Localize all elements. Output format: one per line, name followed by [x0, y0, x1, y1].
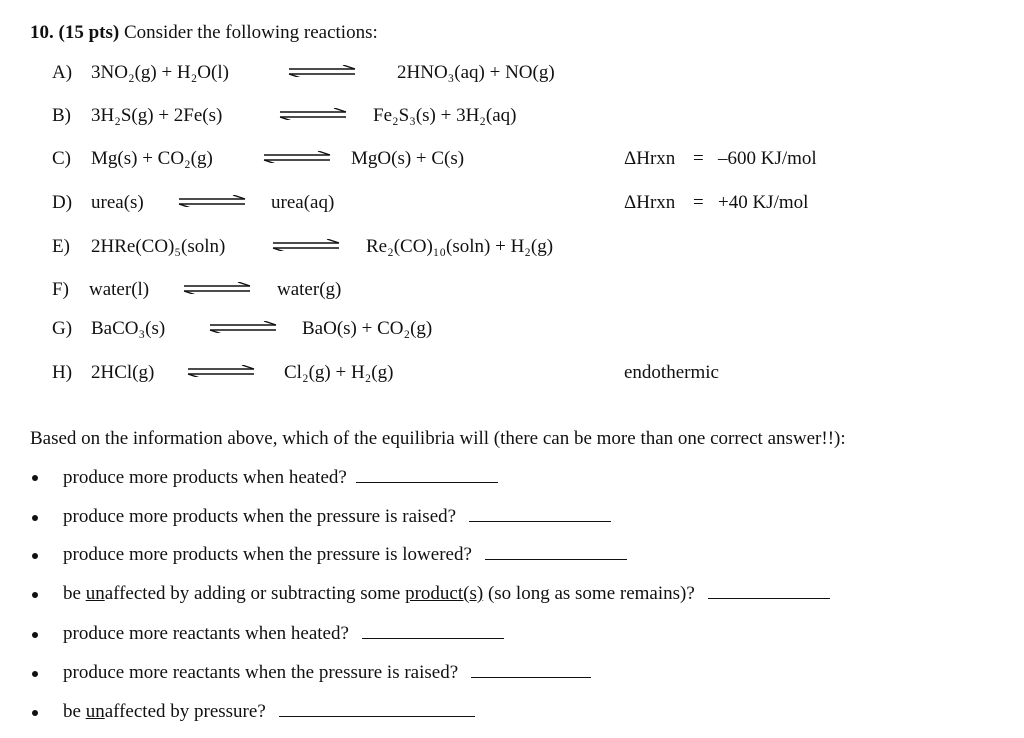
question-item	[63, 622, 504, 645]
reaction-d-label: D)	[52, 192, 73, 213]
equilibrium-arrow-icon	[287, 65, 357, 77]
reaction-e-label: E)	[52, 236, 70, 257]
reaction-g-label: G)	[52, 318, 73, 339]
reaction-a-reactants: 3NO₂(g) + H₂O(l)	[91, 62, 229, 83]
reaction-d-enthalpy-eq: =	[693, 192, 704, 213]
bullet-icon	[32, 592, 38, 598]
answer-blank[interactable]	[469, 505, 611, 522]
reaction-b-reactants: 3H₂S(g) + 2Fe(s)	[91, 105, 223, 126]
equilibrium-arrow-icon	[186, 365, 256, 377]
equilibrium-arrow-icon	[271, 239, 341, 251]
reaction-f-label: F)	[52, 279, 69, 300]
bullet-icon	[32, 671, 38, 677]
question-item	[63, 466, 498, 489]
reaction-a-label: A)	[52, 62, 73, 83]
reaction-a-products: 2HNO₃(aq) + NO(g)	[397, 62, 555, 83]
equilibrium-arrow-icon	[278, 108, 348, 120]
reaction-d-enthalpy-value: +40 KJ/mol	[718, 192, 809, 213]
question-prompt: Consider the following reactions:	[123, 22, 378, 43]
reaction-e-products: Re₂(CO)₁₀(soln) + H₂(g)	[366, 236, 554, 257]
question-title	[30, 22, 378, 44]
equilibrium-arrow-icon	[177, 195, 247, 207]
reaction-b-label: B)	[52, 105, 71, 126]
reaction-h-label: H)	[52, 362, 73, 383]
reaction-d-reactants: urea(s)	[91, 192, 144, 213]
answer-blank[interactable]	[356, 466, 498, 483]
question-item: be unaffected by pressure?	[63, 700, 475, 723]
question-item: be unaffected by adding or subtracting some product(s) (so long as some remains)?	[63, 582, 830, 605]
reaction-c-products: MgO(s) + C(s)	[351, 148, 465, 169]
reaction-c-enthalpy-value: –600 KJ/mol	[718, 148, 817, 169]
bullet-icon	[32, 710, 38, 716]
bullet-icon	[32, 475, 38, 481]
question-item	[63, 543, 627, 566]
reaction-b-products: Fe₂S₃(s) + 3H₂(aq)	[373, 105, 517, 126]
reaction-e-reactants: 2HRe(CO)₅(soln)	[91, 236, 226, 257]
reaction-h-reactants: 2HCl(g)	[91, 362, 155, 383]
answer-blank[interactable]	[279, 700, 475, 717]
bullet-icon	[32, 553, 38, 559]
reaction-f-products: water(g)	[277, 279, 342, 300]
question-number: 10.	[30, 22, 54, 43]
bullet-icon	[32, 632, 38, 638]
reaction-d-products: urea(aq)	[271, 192, 335, 213]
bullet-icon	[32, 515, 38, 521]
question-item	[63, 661, 591, 684]
answer-blank[interactable]	[485, 543, 627, 560]
reaction-h-products: Cl₂(g) + H₂(g)	[284, 362, 394, 383]
equilibrium-arrow-icon	[262, 151, 332, 163]
question-item	[63, 505, 611, 528]
reaction-c-reactants: Mg(s) + CO₂(g)	[91, 148, 213, 169]
question-item-text: produce more products when heated?	[63, 467, 347, 488]
equilibrium-arrow-icon	[182, 282, 252, 294]
answer-blank[interactable]	[362, 622, 504, 639]
equilibrium-arrow-icon	[208, 321, 278, 333]
reaction-c-enthalpy-eq: =	[693, 148, 704, 169]
reaction-g-products: BaO(s) + CO₂(g)	[302, 318, 433, 339]
question-item-text: produce more reactants when the pressure is raised?	[63, 662, 459, 683]
question-item-text: produce more products when the pressure is raised?	[63, 506, 457, 527]
question-points: (15 pts)	[58, 22, 120, 43]
reaction-d-enthalpy-label: ΔHrxn	[624, 192, 676, 213]
reaction-h-note: endothermic	[624, 362, 719, 383]
question-item-text: produce more reactants when heated?	[63, 623, 349, 644]
answer-blank[interactable]	[471, 661, 591, 678]
reaction-c-label: C)	[52, 148, 71, 169]
instruction-text: Based on the information above, which of the equilibria will (there can be more than one correct answer!!):	[30, 428, 846, 449]
reaction-f-reactants: water(l)	[89, 279, 150, 300]
reaction-g-reactants: BaCO₃(s)	[91, 318, 166, 339]
question-item-text: produce more products when the pressure is lowered?	[63, 544, 472, 565]
reaction-c-enthalpy-label: ΔHrxn	[624, 148, 676, 169]
answer-blank[interactable]	[708, 582, 830, 599]
